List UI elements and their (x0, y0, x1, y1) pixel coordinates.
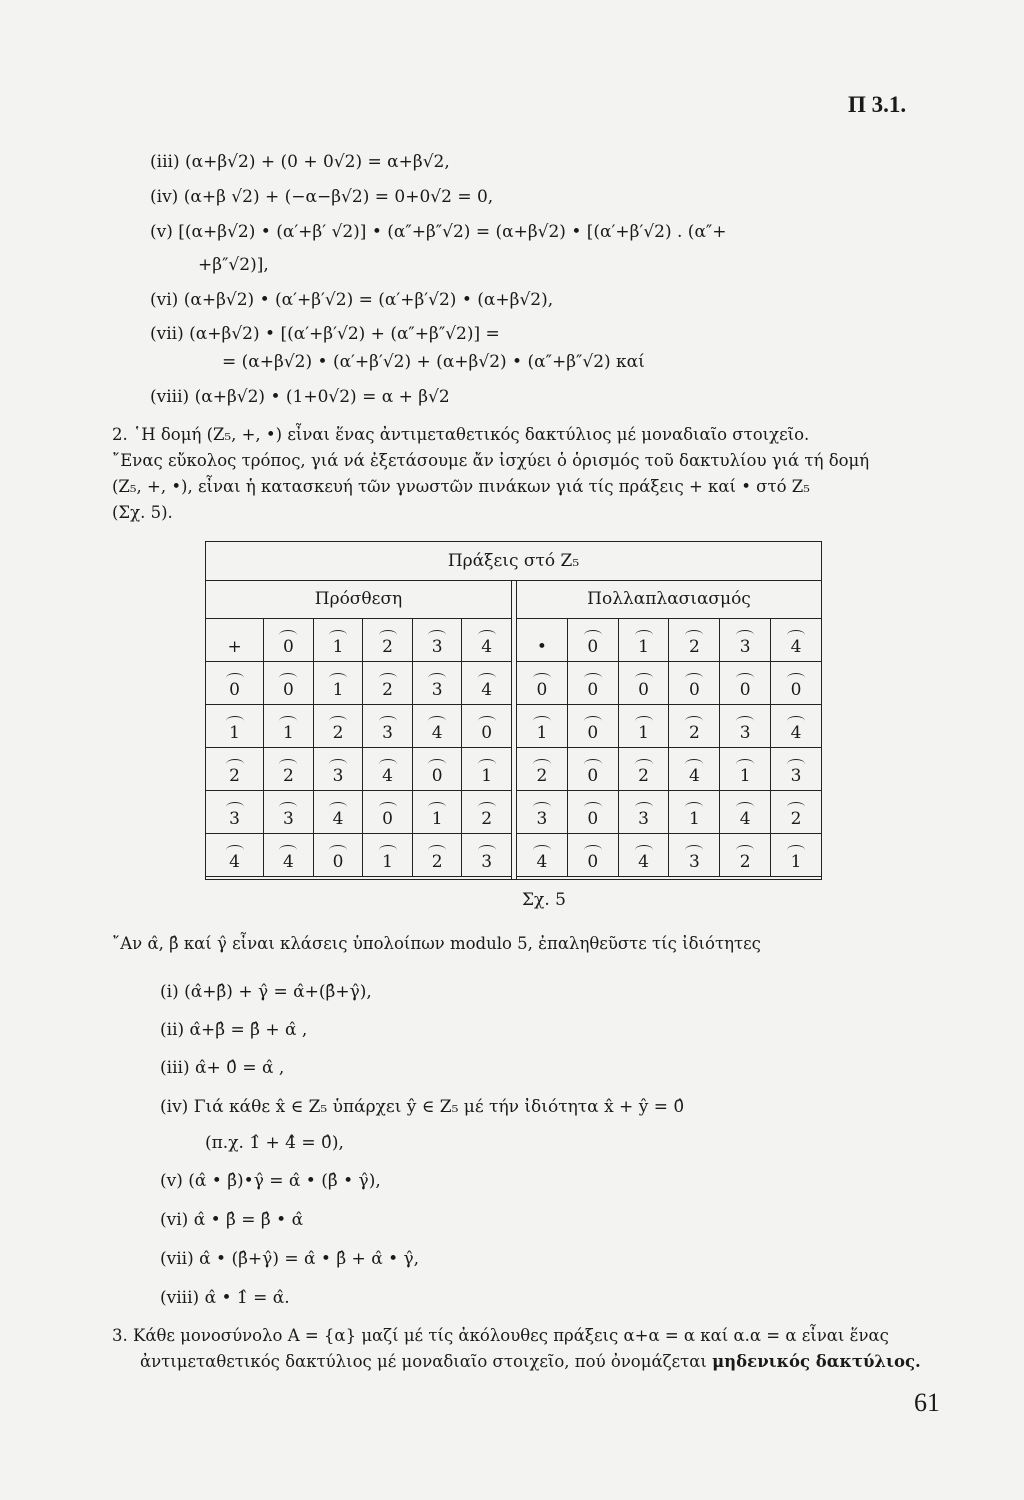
addition-cell (206, 791, 264, 834)
addition-residue-class: 1 (282, 715, 294, 743)
multiplication-residue-class: 3 (739, 629, 751, 657)
multiplication-cell (669, 748, 720, 791)
addition-cell (412, 834, 462, 877)
multiplication-cell (567, 834, 618, 877)
addition-cell (462, 834, 512, 877)
addition-residue-class: 3 (229, 801, 241, 829)
multiplication-residue-class: 1 (739, 758, 751, 786)
multiplication-row (517, 748, 822, 791)
multiplication-residue-class: 4 (790, 715, 802, 743)
addition-cell (462, 705, 512, 748)
multiplication-residue-class: 1 (638, 629, 650, 657)
multiplication-residue-class: 0 (587, 844, 599, 872)
multiplication-residue-class: 0 (587, 715, 599, 743)
multiplication-cell (669, 662, 720, 705)
addition-residue-class: 0 (332, 844, 344, 872)
addition-cell (462, 791, 512, 834)
addition-residue-class: 1 (332, 629, 344, 657)
equation-v: (v) [(α+β√2) • (α′+β′ √2)] • (α″+β″√2) = (α+β√2) • [(α′+β′√2) . (α″+ (150, 222, 727, 242)
paragraph-3-line (140, 1352, 921, 1371)
multiplication-cell (618, 791, 669, 834)
multiplication-cell (567, 662, 618, 705)
multiplication-residue-class: 0 (587, 801, 599, 829)
addition-residue-class: 3 (431, 629, 443, 657)
page-number: 61 (914, 1388, 940, 1417)
addition-residue-class: 1 (431, 801, 443, 829)
multiplication-residue-class: 3 (638, 801, 650, 829)
multiplication-table (516, 618, 822, 877)
addition-cell (412, 748, 462, 791)
addition-residue-class: 1 (481, 758, 493, 786)
multiplication-residue-class: 1 (638, 715, 650, 743)
multiplication-residue-class: 1 (790, 844, 802, 872)
addition-residue-class: 1 (382, 844, 394, 872)
addition-cell (462, 619, 512, 662)
addition-cell (313, 662, 363, 705)
addition-cell (412, 791, 462, 834)
addition-cell (412, 662, 462, 705)
multiplication-residue-class: 2 (638, 758, 650, 786)
addition-cell (313, 791, 363, 834)
addition-residue-class: 4 (332, 801, 344, 829)
addition-residue-class: 0 (431, 758, 443, 786)
property-vii: (vii) α̂ • (β̂+γ̂) = α̂ • β̂ + α̂ • γ̂, (160, 1249, 420, 1269)
multiplication-residue-class: 1 (688, 801, 700, 829)
addition-residue-class: 0 (481, 715, 493, 743)
addition-cell (206, 662, 264, 705)
multiplication-residue-class: 2 (739, 844, 751, 872)
multiplication-residue-class: 0 (587, 629, 599, 657)
equation-vi: (vi) (α+β√2) • (α′+β′√2) = (α′+β′√2) • (α+β√2), (150, 290, 554, 310)
multiplication-cell (720, 619, 771, 662)
multiplication-residue-class: 0 (638, 672, 650, 700)
multiplication-cell (771, 791, 822, 834)
multiplication-residue-class: 0 (536, 672, 548, 700)
addition-residue-class: 4 (282, 844, 294, 872)
multiplication-cell (720, 834, 771, 877)
addition-residue-class: 4 (431, 715, 443, 743)
addition-residue-class: 4 (481, 629, 493, 657)
addition-row (206, 834, 512, 877)
property-iv: (iv) Γιά κάθε x̂ ∈ Z₅ ὑπάρχει ŷ ∈ Z₅ μέ τήν ἰδιότητα x̂ + ŷ = 0̂ (160, 1097, 685, 1117)
multiplication-residue-class: 2 (688, 715, 700, 743)
addition-residue-class: 0 (282, 629, 294, 657)
multiplication-residue-class: 3 (688, 844, 700, 872)
multiplication-cell (517, 705, 568, 748)
addition-residue-class: 2 (229, 758, 241, 786)
multiplication-label: Πολλαπλασιασμός (517, 580, 821, 619)
addition-residue-class: 3 (382, 715, 394, 743)
multiplication-residue-class: 2 (790, 801, 802, 829)
addition-residue-class: 3 (431, 672, 443, 700)
multiplication-cell (517, 748, 568, 791)
addition-residue-class: 0 (229, 672, 241, 700)
addition-cell (363, 791, 413, 834)
property-iv-example: (π.χ. 1̂ + 4̂ = 0̂), (205, 1133, 344, 1153)
multiplication-residue-class: 4 (688, 758, 700, 786)
multiplication-cell (669, 705, 720, 748)
multiplication-cell (771, 834, 822, 877)
multiplication-cell (720, 705, 771, 748)
addition-residue-class: 2 (382, 672, 394, 700)
addition-residue-class: 0 (282, 672, 294, 700)
multiplication-residue-class: 2 (688, 629, 700, 657)
multiplication-cell (618, 748, 669, 791)
addition-cell (462, 662, 512, 705)
operations-table (205, 541, 822, 880)
addition-cell (363, 619, 413, 662)
addition-residue-class: 4 (382, 758, 394, 786)
multiplication-residue-class: 3 (790, 758, 802, 786)
addition-row (206, 791, 512, 834)
addition-residue-class: 4 (481, 672, 493, 700)
addition-cell (264, 662, 314, 705)
property-viii: (viii) α̂ • 1̂ = α̂. (160, 1288, 290, 1308)
section-header: Π 3.1. (848, 92, 907, 117)
multiplication-residue-class: 4 (536, 844, 548, 872)
addition-row (206, 748, 512, 791)
intro-text: ῎Αν α̂, β̂ καί γ̂ εἶναι κλάσεις ὑπολοίπων modulo 5, ἐπαληθεῦστε τίς ἰδιότητες (112, 934, 761, 953)
zero-ring-term: μηδενικός δακτύλιος. (712, 1352, 921, 1371)
addition-cell (363, 705, 413, 748)
addition-residue-class: 1 (332, 672, 344, 700)
equation-vii-continued: = (α+β√2) • (α′+β′√2) + (α+β√2) • (α″+β″√2) καί (222, 352, 645, 372)
equation-iii: (iii) (α+β√2) + (0 + 0√2) = α+β√2, (150, 152, 450, 172)
multiplication-row (517, 705, 822, 748)
addition-cell (412, 619, 462, 662)
paragraph-3-text: ἀντιμεταθετικός δακτύλιος μέ μοναδιαῖο στοιχεῖο, πού ὀνομάζεται (140, 1352, 713, 1371)
addition-cell (313, 705, 363, 748)
addition-residue-class: 0 (382, 801, 394, 829)
multiplication-cell (720, 791, 771, 834)
equation-viii: (viii) (α+β√2) • (1+0√2) = α + β√2 (150, 387, 450, 407)
multiplication-cell (618, 662, 669, 705)
addition-cell (462, 748, 512, 791)
addition-row (206, 619, 512, 662)
addition-residue-class: 2 (332, 715, 344, 743)
multiplication-residue-class: 2 (536, 758, 548, 786)
multiplication-cell (771, 705, 822, 748)
addition-cell (264, 834, 314, 877)
multiplication-residue-class: 3 (536, 801, 548, 829)
multiplication-cell (517, 619, 568, 662)
property-i: (i) (α̂+β̂) + γ̂ = α̂+(β̂+γ̂), (160, 982, 372, 1002)
multiplication-cell (517, 662, 568, 705)
multiplication-residue-class: 4 (739, 801, 751, 829)
multiplication-cell (517, 834, 568, 877)
addition-residue-class: 1 (229, 715, 241, 743)
addition-cell (412, 705, 462, 748)
addition-cell (264, 619, 314, 662)
multiplication-residue-class: 0 (587, 758, 599, 786)
addition-cell (363, 748, 413, 791)
multiplication-residue-class: 0 (587, 672, 599, 700)
multiplication-cell (669, 619, 720, 662)
multiplication-row (517, 834, 822, 877)
addition-row (206, 662, 512, 705)
equation-v-continued: +β″√2)], (198, 255, 269, 275)
addition-cell (264, 791, 314, 834)
paragraph-2-line: (Z₅, +, •), εἶναι ἡ κατασκευή τῶν γνωστῶν πινάκων γιά τίς πράξεις + καί • στό Z₅ (112, 477, 810, 496)
multiplication-operator: • (536, 637, 547, 657)
addition-residue-class: 4 (229, 844, 241, 872)
addition-label: Πρόσθεση (206, 580, 511, 619)
multiplication-cell (669, 834, 720, 877)
addition-residue-class: 2 (382, 629, 394, 657)
property-vi: (vi) α̂ • β̂ = β̂ • α̂ (160, 1210, 304, 1230)
multiplication-row (517, 619, 822, 662)
multiplication-cell (771, 662, 822, 705)
multiplication-residue-class: 0 (790, 672, 802, 700)
addition-cell (264, 748, 314, 791)
multiplication-residue-class: 3 (739, 715, 751, 743)
addition-residue-class: 2 (481, 801, 493, 829)
multiplication-residue-class: 0 (688, 672, 700, 700)
multiplication-residue-class: 4 (638, 844, 650, 872)
addition-residue-class: 3 (481, 844, 493, 872)
multiplication-cell (771, 748, 822, 791)
addition-cell (206, 619, 264, 662)
multiplication-cell (517, 791, 568, 834)
multiplication-cell (618, 619, 669, 662)
addition-cell (206, 834, 264, 877)
multiplication-cell (669, 791, 720, 834)
addition-cell (206, 705, 264, 748)
addition-cell (363, 834, 413, 877)
paragraph-3-line: 3. Κάθε μονοσύνολο Α = {α} μαζί μέ τίς ἀκόλουθες πράξεις α+α = α καί α.α = α εἶναι ἕνας (112, 1326, 889, 1345)
equation-iv: (iv) (α+β √2) + (−α−β√2) = 0+0√2 = 0, (150, 187, 494, 207)
equation-vii: (vii) (α+β√2) • [(α′+β′√2) + (α″+β″√2)] = (150, 324, 500, 344)
multiplication-cell (567, 705, 618, 748)
addition-operator: + (227, 637, 242, 657)
addition-table (205, 618, 512, 877)
addition-cell (313, 748, 363, 791)
figure-caption: Σχ. 5 (522, 890, 566, 910)
multiplication-cell (567, 619, 618, 662)
addition-cell (363, 662, 413, 705)
multiplication-cell (720, 662, 771, 705)
multiplication-cell (720, 748, 771, 791)
addition-residue-class: 3 (282, 801, 294, 829)
addition-cell (313, 834, 363, 877)
table-title: Πράξεις στό Z₅ (206, 542, 821, 581)
paragraph-2-line: ῎Ενας εὔκολος τρόπος, γιά νά ἐξετάσουμε ἄν ἰσχύει ὁ ὁρισμός τοῦ δακτυλίου γιά τή δομή (112, 451, 870, 470)
multiplication-cell (618, 834, 669, 877)
paragraph-2-line: (Σχ. 5). (112, 503, 173, 522)
property-v: (v) (α̂ • β̂)•γ̂ = α̂ • (β̂ • γ̂), (160, 1171, 381, 1191)
property-iii: (iii) α̂+ 0̂ = α̂ , (160, 1058, 285, 1078)
multiplication-cell (771, 619, 822, 662)
addition-residue-class: 2 (431, 844, 443, 872)
multiplication-cell (567, 748, 618, 791)
addition-residue-class: 3 (332, 758, 344, 786)
paragraph-2-line: 2. ῾Η δομή (Z₅, +, •) εἶναι ἕνας ἀντιμεταθετικός δακτύλιος μέ μοναδιαῖο στοιχεῖο. (112, 425, 810, 444)
multiplication-cell (567, 791, 618, 834)
property-ii: (ii) α̂+β̂ = β̂ + α̂ , (160, 1020, 308, 1040)
multiplication-row (517, 791, 822, 834)
addition-row (206, 705, 512, 748)
multiplication-residue-class: 4 (790, 629, 802, 657)
addition-residue-class: 2 (282, 758, 294, 786)
addition-cell (206, 748, 264, 791)
multiplication-row (517, 662, 822, 705)
multiplication-residue-class: 0 (739, 672, 751, 700)
multiplication-residue-class: 1 (536, 715, 548, 743)
addition-cell (313, 619, 363, 662)
multiplication-cell (618, 705, 669, 748)
addition-cell (264, 705, 314, 748)
